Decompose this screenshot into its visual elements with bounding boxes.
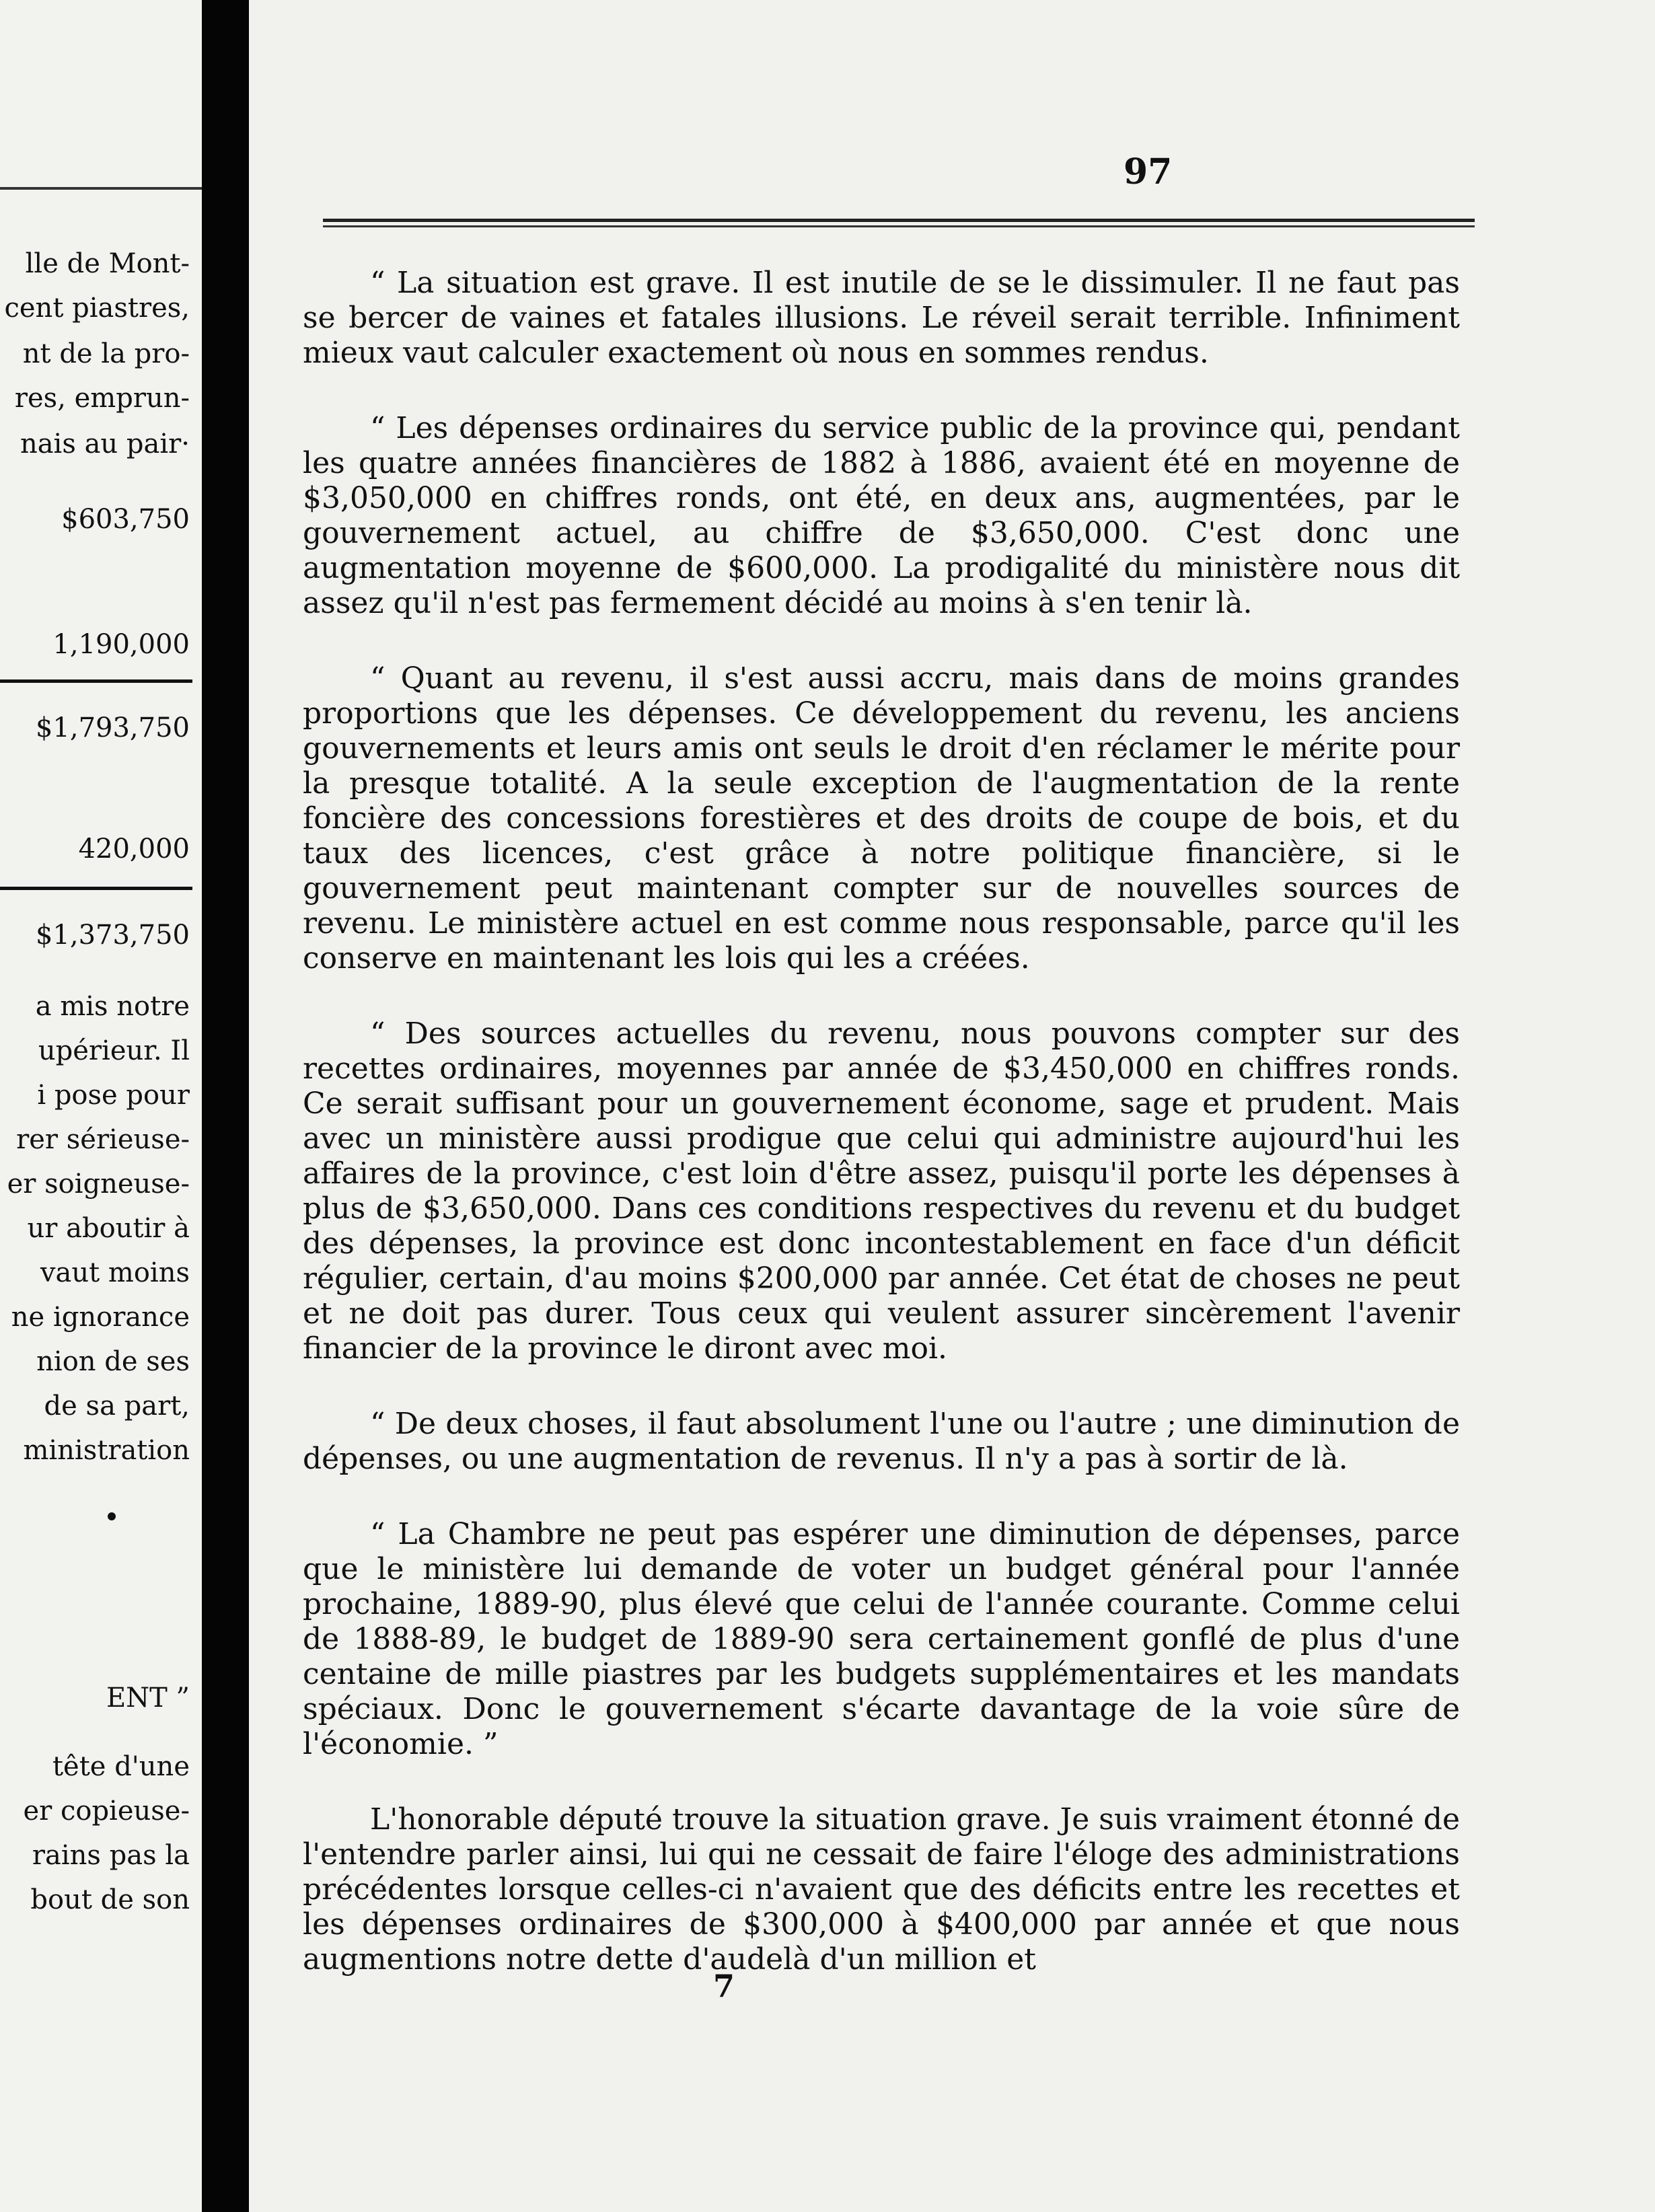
left-page-top-rule — [0, 187, 202, 190]
left-page-line: vaut moins — [40, 1257, 190, 1288]
left-page-line: upérieur. Il — [38, 1035, 190, 1066]
paragraph: “ La situation est grave. Il est inutile de se le dissimuler. Il ne faut pas se bercer de vaines et fatales illusions. Le réveil serait terrible. Infiniment mieux vaut calculer exactement où nous en sommes rendus. — [303, 266, 1460, 370]
left-page-line: lle de Mont- — [25, 248, 190, 279]
left-page-line: ENT ” — [106, 1683, 190, 1713]
paragraph: “ Quant au revenu, il s'est aussi accru, mais dans de moins grandes proportions que les dépenses. Ce développement du revenu, les anciens gouvernements et leurs amis ont seuls le droit d'en réclamer le mérite pour la presque totalité. A la seule exception de l'augmentation de la rente foncière des concessions forestières et des droits de coupe de bois, et du taux des licences, c'est grâce à notre politique financière, si le gouvernement peut maintenant compter sur de nouvelles sources de revenu. Le ministère actuel en est comme nous responsable, parce qu'il les conserve en maintenant les lois qui les a créées. — [303, 661, 1460, 975]
left-page-line: bout de son — [30, 1884, 190, 1915]
left-page-line: $1,373,750 — [35, 920, 190, 951]
left-page-line: a mis notre — [35, 991, 190, 1022]
left-page-line: 420,000 — [78, 834, 190, 864]
paragraph: “ De deux choses, il faut absolument l'une ou l'autre ; une diminution de dépenses, ou une augmentation de revenus. Il n'y a pas à sortir de là. — [303, 1407, 1460, 1476]
left-page-line: er copieuse- — [23, 1796, 190, 1827]
total-rule — [0, 679, 192, 683]
header-rule — [323, 219, 1475, 231]
signature-folio: 7 — [713, 1968, 735, 2004]
left-page-line: nais au pair· — [20, 429, 190, 459]
right-page — [249, 0, 1655, 2212]
left-page-line: er soigneuse- — [7, 1169, 190, 1200]
total-rule — [0, 887, 192, 890]
left-page-line: nion de ses — [36, 1346, 190, 1377]
left-page-line: 1,190,000 — [52, 629, 190, 660]
left-page-line: ur aboutir à — [27, 1213, 190, 1244]
ink-dot — [108, 1512, 116, 1520]
left-page-fragment — [0, 0, 202, 2212]
book-gutter — [202, 0, 249, 2212]
page-number: 97 — [1124, 151, 1173, 192]
paragraph: “ La Chambre ne peut pas espérer une diminution de dépenses, parce que le ministère lui demande de voter un budget général pour l'année prochaine, 1889-90, plus élevé que celui de l'année courante. Comme celui de 1888-89, le budget de 1889-90 sera certainement gonflé de plus d'une centaine de mille piastres par les budgets supplémentaires et les mandats spéciaux. Donc le gouvernement s'écarte davantage de la voie sûre de l'économie. ” — [303, 1517, 1460, 1761]
left-page-line: rains pas la — [32, 1840, 190, 1871]
left-page-line: ne ignorance — [11, 1302, 190, 1333]
left-page-line: rer sérieuse- — [16, 1124, 190, 1155]
paragraph: “ Des sources actuelles du revenu, nous pouvons compter sur des recettes ordinaires, moyennes par année de $3,450,000 en chiffres ronds. Ce serait suffisant pour un gouvernement économe, sage et prudent. Mais avec un ministère aussi prodigue que celui qui administre aujourd'hui les affaires de la province, c'est loin d'être assez, puisqu'il porte les dépenses à plus de $3,650,000. Dans ces conditions respectives du revenu et du budget des dépenses, la province est donc incontestablement en face d'un déficit régulier, certain, d'au moins $200,000 par année. Cet état de choses ne peut et ne doit pas durer. Tous ceux qui veulent assurer sincèrement l'avenir financier de la province le diront avec moi. — [303, 1017, 1460, 1366]
left-page-line: nt de la pro- — [22, 338, 190, 369]
left-page-line: tête d'une — [52, 1751, 190, 1782]
left-page-line: $603,750 — [61, 504, 190, 535]
paragraph: “ Les dépenses ordinaires du service public de la province qui, pendant les quatre années financières de 1882 à 1886, avaient été en moyenne de $3,050,000 en chiffres ronds, ont été, en deux ans, augmentées, par le gouvernement actuel, au chiffre de $3,650,000. C'est donc une augmentation moyenne de $600,000. La prodigalité du ministère nous dit assez qu'il n'est pas fermement décidé au moins à s'en tenir là. — [303, 411, 1460, 620]
left-page-line: res, emprun- — [14, 383, 190, 414]
left-page-line: i pose pour — [37, 1080, 190, 1111]
left-page-line: $1,793,750 — [35, 712, 190, 743]
left-page-line: ministration — [23, 1435, 190, 1466]
left-page-line: cent piastres, — [4, 293, 190, 324]
body-text — [303, 266, 1460, 2018]
paragraph: L'honorable député trouve la situation grave. Je suis vraiment étonné de l'entendre parler ainsi, lui qui ne cessait de faire l'éloge des administrations précédentes lorsque celles-ci n'avaient que des déficits entre les recettes et les dépenses ordinaires de $300,000 à $400,000 par année et que nous augmentions notre dette d'audelà d'un million et — [303, 1802, 1460, 1977]
left-page-line: de sa part, — [44, 1391, 190, 1422]
